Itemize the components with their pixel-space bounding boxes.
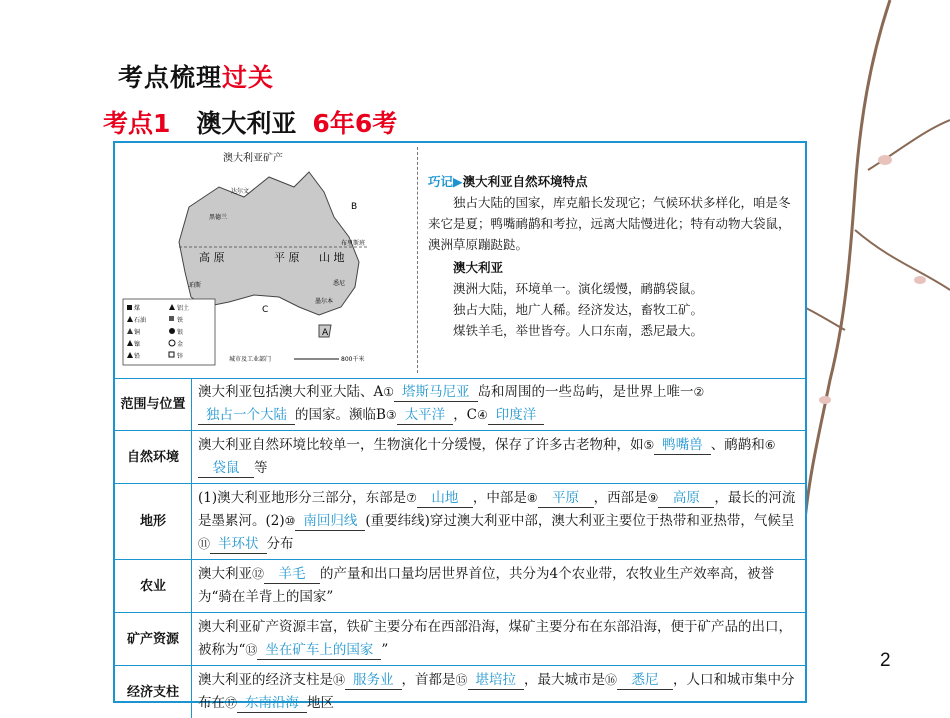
answer-blank: 东南沿海: [237, 695, 307, 713]
row-key: 地形: [115, 484, 192, 560]
legend-coal: 煤: [134, 304, 140, 312]
answer-blank: 平原: [538, 490, 594, 508]
mnemonic-panel: [428, 171, 800, 341]
answer-blank: 山地: [417, 490, 473, 508]
answer-blank: 印度洋: [488, 407, 545, 425]
answer-blank: 坐在矿车上的国家: [257, 642, 381, 660]
mnemonic-line-1: 澳洲大陆，环境单一。演化缓慢，鸸鹋袋鼠。: [428, 278, 800, 299]
map-label-plain: 平 原: [274, 251, 300, 264]
blank-number: ⑮: [456, 673, 468, 687]
map-label-plateau: 高 原: [199, 250, 225, 264]
answer-blank: 袋鼠: [198, 460, 254, 478]
row-key: 经济支柱: [115, 666, 192, 718]
blank-number: ⑤: [644, 438, 655, 452]
answer-blank: 服务业: [345, 672, 402, 690]
row-content: [192, 484, 806, 560]
row-text: 等: [254, 460, 268, 476]
row-text: 澳大利亚自然环境比较单一，生物演化十分缓慢，保存了许多古老物种，如: [198, 437, 644, 453]
map-city-6: 布里斯班: [341, 239, 365, 247]
map-city-4: 悉尼: [333, 279, 345, 287]
blank-number: ⑫: [252, 567, 264, 581]
row-text: ，首都是: [402, 672, 456, 688]
section-heading: [118, 58, 274, 94]
row-key: 自然环境: [115, 431, 192, 484]
map-title: 澳大利亚矿产: [223, 149, 283, 164]
map-city-1: 达尔文: [231, 187, 249, 195]
legend-bauxite: 铝土: [177, 304, 189, 312]
row-text: ”: [381, 642, 388, 658]
row-text: 岛和周围的一些岛屿，是世界上唯一: [478, 384, 694, 400]
table-row: [115, 378, 805, 431]
row-text: (1)澳大利亚地形分三部分，东部是: [198, 490, 406, 506]
blank-number: ⑥: [765, 438, 776, 452]
row-content: [192, 431, 806, 484]
mnemonic-verse: 独占大陆的国家，库克船长发现它；气候环状多样化，咱是冬来它是夏；鸭嘴鸸鹋和考拉，远离大陆慢进化；特有动物大袋鼠，澳洲草原蹦跶跶。: [428, 192, 800, 255]
content-box: [113, 141, 807, 703]
legend-silver: 银: [177, 328, 183, 336]
answer-blank: 半环状: [210, 536, 267, 554]
row-text: ，C: [453, 407, 477, 423]
map-city-3: 珀斯: [189, 281, 201, 289]
mnemonic-line-2: 独占大陆，地广人稀。经济发达，畜牧工矿。: [428, 299, 800, 320]
answer-blank: 独占一个大陆: [198, 407, 295, 425]
mineral-map: [119, 147, 418, 373]
row-content: [192, 666, 806, 718]
row-content: [192, 560, 806, 613]
legend-zinc: 锌: [177, 352, 183, 360]
row-text: (重要纬线)穿过澳大利亚中部，澳大利亚主要位于热带和亚热带，气候呈: [365, 513, 794, 529]
mnemonic-title: 澳大利亚自然环境特点: [463, 174, 588, 189]
mnemonic-line-3: 煤铁羊毛，举世皆夸。人口东南，悉尼最大。: [428, 320, 800, 341]
mnemonic-sub-title: 澳大利亚: [428, 257, 800, 278]
row-text: ，中部是: [473, 490, 527, 506]
blank-number: ⑯: [605, 673, 617, 687]
blank-number: ④: [477, 408, 488, 422]
map-scale: 800千米: [341, 355, 364, 363]
row-text: ，西部是: [594, 490, 648, 506]
knowledge-table: [115, 378, 805, 718]
page-number: 2: [880, 650, 891, 672]
answer-blank: 鸭嘴兽: [654, 437, 711, 455]
row-text: 的产量和出口量均居世界首位，共分为4个农业带，农牧业生产效率高，被誉为“骑在羊背上的国家”: [198, 566, 774, 605]
answer-blank: 羊毛: [264, 566, 320, 584]
map-city-5: 墨尔本: [315, 297, 333, 305]
map-label-mountain: 山 地: [319, 250, 345, 264]
map-label-a: A: [322, 328, 329, 338]
blank-number: ⑬: [245, 643, 257, 657]
top-panel: [115, 143, 805, 379]
row-text: 澳大利亚包括澳大利亚大陆、A: [198, 384, 383, 400]
legend-oil: 石油: [134, 316, 146, 324]
row-key: 矿产资源: [115, 613, 192, 666]
legend-copper: 铜: [134, 328, 140, 336]
legend-gold: 金: [177, 340, 183, 348]
row-text: 澳大利亚矿产资源丰富，铁矿主要分布在西部沿海，煤矿主要分布在东部沿海，便于矿产品的出口，被称为“: [198, 619, 792, 658]
row-text: ，最长的河流是墨累河。(2): [198, 490, 795, 529]
heading-suffix: 过关: [222, 63, 274, 92]
table-row: [115, 613, 805, 666]
blank-number: ⑩: [285, 514, 296, 528]
blank-number: ⑰: [225, 696, 237, 710]
answer-blank: 堪培拉: [468, 672, 525, 690]
row-text: 澳大利亚的经济支柱是: [198, 672, 333, 688]
map-city-2: 黑德兰: [209, 213, 227, 221]
row-text: 、鸸鹋和: [711, 437, 765, 453]
topic-name: 澳大利亚: [196, 109, 296, 138]
legend-nickel: 镍: [134, 340, 140, 348]
row-text: ，最大城市是: [524, 672, 605, 688]
row-content: [192, 378, 806, 431]
row-key: 农业: [115, 560, 192, 613]
blank-number: ⑧: [527, 491, 538, 505]
blank-number: ⑦: [406, 491, 417, 505]
row-text: 澳大利亚: [198, 566, 252, 582]
table-row: [115, 484, 805, 560]
blank-number: ⑪: [198, 537, 210, 551]
legend-lead: 铅: [134, 352, 140, 360]
answer-blank: 塔斯马尼亚: [394, 384, 478, 402]
table-row: [115, 560, 805, 613]
blank-number: ③: [386, 408, 397, 422]
topic-label: 考点1: [103, 109, 170, 138]
row-text: 分布: [267, 536, 294, 552]
legend-iron: 铁: [177, 316, 183, 324]
map-label-c: C: [262, 305, 268, 315]
row-content: [192, 613, 806, 666]
topic-heading: [103, 104, 397, 140]
topic-count: 6年6考: [312, 109, 397, 138]
answer-blank: 悉尼: [617, 672, 673, 690]
blank-number: ⑭: [333, 673, 345, 687]
blank-number: ⑨: [648, 491, 659, 505]
australia-map-graphic: [119, 147, 413, 369]
answer-blank: 太平洋: [397, 407, 454, 425]
answer-blank: 南回归线: [295, 513, 365, 531]
heading-prefix: 考点梳理: [118, 63, 222, 92]
answer-blank: 高原: [658, 490, 714, 508]
row-key: 范围与位置: [115, 378, 192, 431]
map-label-b: B: [351, 202, 357, 212]
row-text: 地区: [307, 695, 334, 711]
table-row: [115, 666, 805, 718]
blank-number: ①: [383, 385, 394, 399]
row-text: 的国家。濒临B: [295, 407, 386, 423]
table-row: [115, 431, 805, 484]
row-text: ，人口和城市集中分布在: [198, 672, 795, 711]
mnemonic-tip-label: 巧记▶: [428, 174, 463, 189]
legend-footer: 城市及工业部门: [229, 355, 271, 363]
blank-number: ②: [694, 385, 705, 399]
